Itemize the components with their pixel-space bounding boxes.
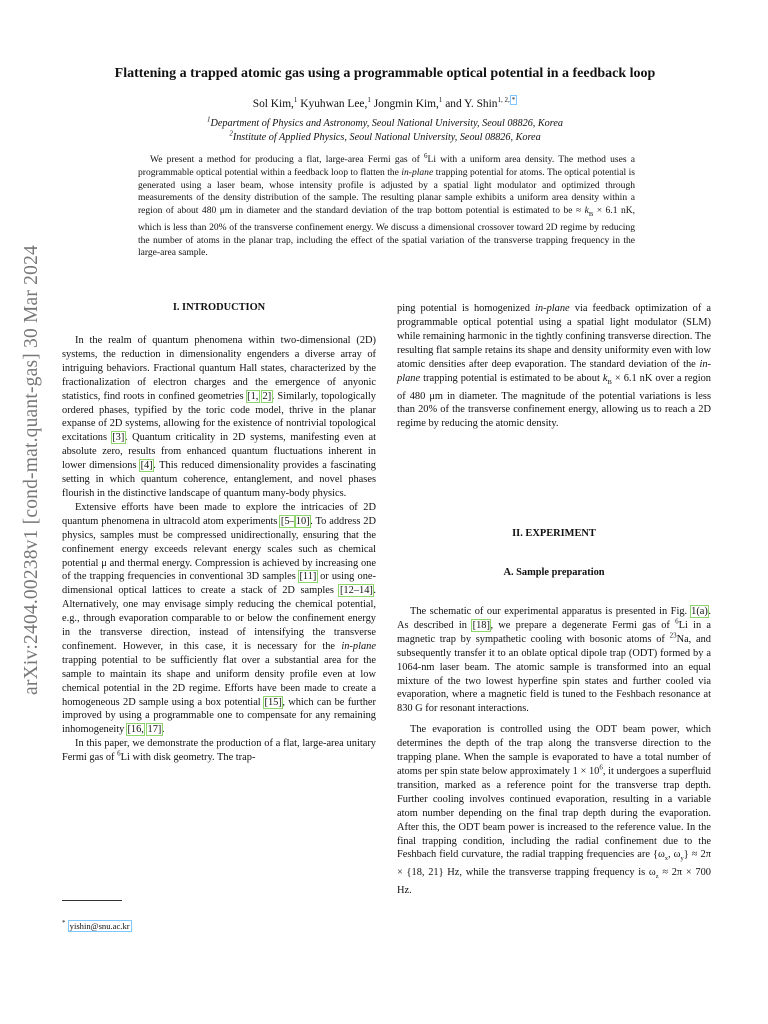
- citation-link[interactable]: [1,: [247, 390, 259, 402]
- citation-link[interactable]: [12–14]: [339, 585, 373, 597]
- citation-link[interactable]: [15]: [264, 696, 282, 708]
- affiliation-1: $^1$Department of Physics and Astronomy, Seoul National University, Seoul 08826, Korea: [207, 115, 563, 129]
- citation-link[interactable]: 2]: [262, 390, 272, 402]
- experiment-paragraph-1: The schematic of our experimental apparatus is presented in Fig. 1(a). As described in [18], we prepare a degenerate Fermi gas of $^6$Li in a magnetic trap by sympathetic cooling with bosonic atoms of $^{23}$Na, and subsequently transfer it to an oblate optical dipole trap (ODT) formed by a 1064-nm laser beam. The atomic sample is transformed into an equal mixture of the two lowest hyperfine spin states and further cooled via evaporation, where a magnetic field is tuned to the Feshbach resonance at 830 G for resonant interactions.: [397, 606, 711, 715]
- footnote: * yishin@snu.ac.kr: [62, 919, 130, 931]
- citation-link[interactable]: 10]: [295, 515, 310, 527]
- email-link[interactable]: yishin@snu.ac.kr: [69, 921, 130, 931]
- arxiv-sidebar-stamp: [14, 210, 50, 730]
- experiment-paragraph-2: The evaporation is controlled using the ODT beam power, which determines the depth of the trap along the transverse direction to the trapping plane. When the sample is evaporated to have a total number of atoms per spin state below approximately $1 \times 10^6$, it undergoes a superfluid transition, marked as a reference point for the transverse trap depth. Further cooling involves continued evaporation, resulting in a variable atom number depending on the final trap depth during the evaporation. After this, the ODT beam power is increased to the reference value. In the final trapping condition, including the radial confinement due to the Feshbach field curvature, the radial trapping frequencies are {$\omega_x$, $\omega_y\} \approx 2\pi \times \{18$, 21} Hz, while the transverse trapping frequency is $\omega_z \approx 2\pi \times 700$ Hz.: [397, 724, 711, 897]
- citation-link[interactable]: [18]: [472, 619, 490, 631]
- intro-paragraph-2: Extensive efforts have been made to explore the intricacies of 2D quantum phenomena in ultracold atom experiments [5–10]. To address 2D physics, samples must be compressed unidirectionally, ensuring that the confinement energy exceeds relevant energy scales such as chemical potential μ and thermal energy. Compression is achieved by increasing one of the trapping frequencies in conventional 3D samples [11] or using one-dimensional optical lattices to create a stack of 2D samples [12–14]. Alternatively, one may envisage simply reducing the chemical potential, e.g., through evaporation comparable to or below the confinement energy in the transverse direction, instead of intensifying the transverse confinement. However, in this case, it is necessary for the in-plane trapping potential to be sufficiently flat over a substantial area for the sample to maintain its shape and uniform density profile even at low chemical potential in the 2D regime. Efforts have been made to create a homogeneous 2D sample using a box potential [15], which can be further improved by using a programmable one to compensate for any remaining inhomogeneity [16, 17].: [62, 501, 376, 736]
- figure-link[interactable]: 1(a): [691, 606, 708, 617]
- intro-column: [62, 334, 376, 765]
- experiment-column: [397, 605, 711, 898]
- intro-paragraph-1: In the realm of quantum phenomena within two-dimensional (2D) systems, the reduction in dimensionality engenders a diverse array of intriguing behaviors. Fractional quantum Hall states, characterized by the fractionalization of electron charges and the emergence of anyonic statistics, find roots in confined geometries [1, 2]. Similarly, topologically ordered phases, typified by the toric code model, thrive in the planar expanse of 2D systems, allowing for the existence of nontrivial topological excitations [3]. Quantum criticality in 2D systems, manifesting even at absolute zero, results from enhanced quantum fluctuations inherent in lower dimensions [4]. This reduced dimensionality provides a fascinating setting in which quantum coherence, entanglement, and novel phases flourish in the distinctive landscape of quantum many-body physics.: [62, 335, 376, 499]
- citation-link[interactable]: [5–: [280, 515, 295, 527]
- affiliation-2: $^2$Institute of Applied Physics, Seoul National University, Seoul 08826, Korea: [229, 129, 541, 143]
- paper-title: Flattening a trapped atomic gas using a programmable optical potential in a feedback loop: [114, 66, 656, 81]
- intro-paragraph-3: In this paper, we demonstrate the production of a flat, large-area unitary Fermi gas of $^6$Li with disk geometry. The trap-: [62, 738, 376, 764]
- section-heading-experiment: II. EXPERIMENT: [512, 528, 596, 539]
- intro-continued: ping potential is homogenized in-plane via feedback optimization of a programmable optical potential using a spatial light modulator (SLM) while remaining harmonic in the tightly confining transverse direction. The resulting flat sample retains its shape and density uniformity even with low atomic densities after deep evaporation. The standard deviation of the in-plane trapping potential is estimated to be about $k_B \times 6.1$ nK over a region of 480 μm in diameter. The magnitude of the potential variations is less than 20% of the transverse confinement energy, allowing us to reach a 2D regime by reducing the atomic density.: [397, 303, 712, 430]
- section-heading-introduction: I. INTRODUCTION: [172, 302, 266, 313]
- author-list: Sol Kim,$^1$ Kyuhwan Lee,$^1$ Jongmin Kim,$^1$ and Y. Shin$^{1, 2, *}$: [252, 96, 516, 110]
- subsection-heading-sample-preparation: A. Sample preparation: [503, 567, 605, 578]
- citation-link[interactable]: [16,: [127, 724, 144, 736]
- abstract: We present a method for producing a flat, large-area Fermi gas of $^6$Li with a uniform area density. The method uses a programmable optical potential within a feedback loop to flatten the in-plane trapping potential for atoms. The optical potential is generated using a laser beam, whose intensity profile is adjusted by a spatial light modulator and optimized through measurements of the density distribution of the sample. The resulting planar sample exhibits a uniform area density within a region of about 480 μm in diameter and the standard deviation of the trap bottom potential is estimated to be ≈ $k_B \times 6.1$ nK, which is less than 20% of the transverse confinement energy. We discuss a dimensional crossover toward 2D regime by reducing the number of atoms in the planar trap, including the effect of the spatial variation of the transverse trapping frequency in the large-area sample.: [138, 151, 636, 259]
- citation-link[interactable]: 17]: [147, 724, 162, 736]
- footnote-rule: [62, 900, 122, 901]
- corresponding-author-link[interactable]: *: [511, 96, 516, 105]
- citation-link[interactable]: [3]: [112, 432, 125, 444]
- citation-link[interactable]: [4]: [140, 460, 153, 472]
- citation-link[interactable]: [11]: [299, 571, 317, 583]
- arxiv-id: arXiv:2404.00238v1 [cond-mat.quant-gas] 30 Mar 2024: [21, 245, 42, 695]
